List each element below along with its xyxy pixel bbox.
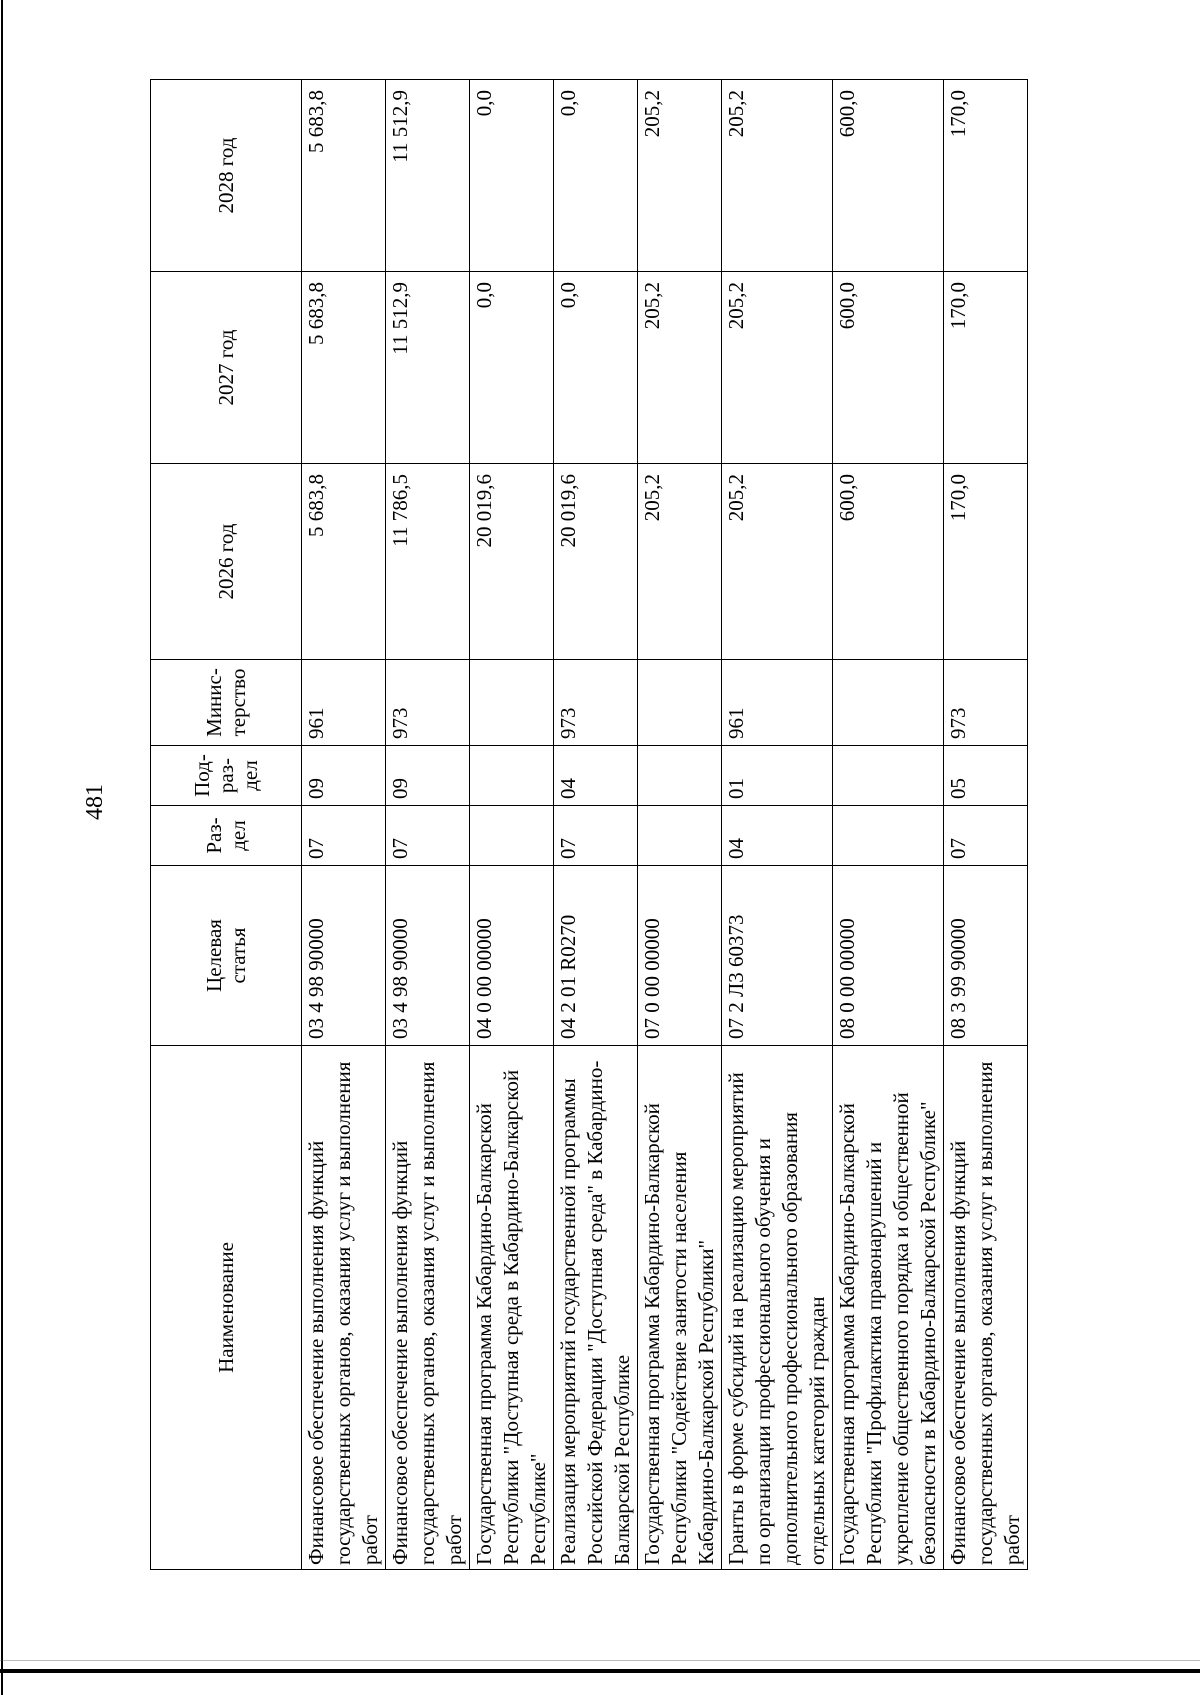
cell-ministry: 961 [302,660,386,746]
cell-subsection [470,746,554,806]
cell-ministry [470,660,554,746]
header-section-line2: дел [226,820,250,851]
cell-section: 07 [944,806,1028,866]
budget-table [150,79,1028,1570]
cell-2028: 0,0 [554,80,638,272]
cell-2026: 5 683,8 [302,464,386,660]
header-subsection-line3: дел [238,760,262,791]
cell-2026: 170,0 [944,464,1028,660]
cell-target: 03 4 98 90000 [386,866,470,1046]
cell-2027: 0,0 [470,272,554,464]
cell-2026: 600,0 [833,464,944,660]
table-row [302,80,386,1570]
cell-section: 04 [722,806,833,866]
cell-subsection: 09 [302,746,386,806]
header-2028: 2028 год [151,80,302,272]
bottom-margin-rule [0,1669,1200,1673]
cell-2027: 11 512,9 [386,272,470,464]
header-name: Наименование [151,1046,302,1570]
header-section [151,806,302,866]
cell-ministry: 973 [386,660,470,746]
cell-target: 08 3 99 90000 [944,866,1028,1046]
header-ministry [151,660,302,746]
cell-2028: 0,0 [470,80,554,272]
cell-subsection: 09 [386,746,470,806]
cell-2027: 5 683,8 [302,272,386,464]
cell-name: Реализация мероприятий государственной программы Российской Федерации "Доступная среда" в Кабардино-Балкарской Республике [554,1046,638,1570]
header-target [151,866,302,1046]
table-row [470,80,554,1570]
table-row [554,80,638,1570]
header-subsection [151,746,302,806]
header-subsection-line2: раз- [214,757,238,794]
cell-section: 07 [554,806,638,866]
cell-2028: 205,2 [638,80,722,272]
table-row [944,80,1028,1570]
cell-2028: 5 683,8 [302,80,386,272]
header-target-line2: статья [226,927,250,984]
header-ministry-line2: терство [226,668,250,737]
cell-section [470,806,554,866]
cell-ministry: 973 [944,660,1028,746]
cell-2026: 11 786,5 [386,464,470,660]
table-row [386,80,470,1570]
cell-section [833,806,944,866]
cell-2026: 205,2 [722,464,833,660]
cell-ministry: 973 [554,660,638,746]
cell-section: 07 [386,806,470,866]
cell-subsection: 01 [722,746,833,806]
cell-name: Государственная программа Кабардино-Балкарской Республики "Профилактика правонарушений и укрепление общественного порядка и общественной безопасности в Кабардино-Балкарской Республике" [833,1046,944,1570]
header-2027: 2027 год [151,272,302,464]
cell-target: 07 0 00 00000 [638,866,722,1046]
cell-target: 08 0 00 00000 [833,866,944,1046]
cell-2028: 11 512,9 [386,80,470,272]
cell-target: 03 4 98 90000 [302,866,386,1046]
cell-2027: 205,2 [638,272,722,464]
cell-2027: 0,0 [554,272,638,464]
cell-target: 07 2 Л3 60373 [722,866,833,1046]
cell-2028: 600,0 [833,80,944,272]
cell-name: Государственная программа Кабардино-Балкарской Республики "Содействие занятости населения Кабардино-Балкарской Республики" [638,1046,722,1570]
cell-subsection: 04 [554,746,638,806]
cell-section [638,806,722,866]
cell-ministry [833,660,944,746]
cell-subsection: 05 [944,746,1028,806]
cell-ministry [638,660,722,746]
cell-2027: 205,2 [722,272,833,464]
cell-name: Финансовое обеспечение выполнения функций государственных органов, оказания услуг и выполнения работ [944,1046,1028,1570]
cell-target: 04 2 01 R0270 [554,866,638,1046]
header-subsection-line1: Под- [190,754,214,797]
cell-2027: 600,0 [833,272,944,464]
header-target-line1: Целевая [202,919,226,992]
header-section-line1: Раз- [202,817,226,854]
cell-2028: 170,0 [944,80,1028,272]
page-number: 481 [82,784,108,820]
header-2026: 2026 год [151,464,302,660]
table-row [833,80,944,1570]
cell-2028: 205,2 [722,80,833,272]
header-ministry-line1: Минис- [202,668,226,737]
cell-subsection [833,746,944,806]
cell-name: Финансовое обеспечение выполнения функций государственных органов, оказания услуг и выполнения работ [302,1046,386,1570]
cell-section: 07 [302,806,386,866]
cell-ministry: 961 [722,660,833,746]
cell-2026: 20 019,6 [470,464,554,660]
table-row [722,80,833,1570]
table-row [638,80,722,1570]
cell-2027: 170,0 [944,272,1028,464]
cell-subsection [638,746,722,806]
scan-edge-line [0,1660,1200,1661]
cell-name: Финансовое обеспечение выполнения функций государственных органов, оказания услуг и выполнения работ [386,1046,470,1570]
header-row [151,80,302,1570]
cell-2026: 205,2 [638,464,722,660]
cell-target: 04 0 00 00000 [470,866,554,1046]
cell-2026: 20 019,6 [554,464,638,660]
cell-name: Гранты в форме субсидий на реализацию мероприятий по организации профессионального обучения и дополнительного профессионального образования отдельных категорий граждан [722,1046,833,1570]
cell-name: Государственная программа Кабардино-Балкарской Республики "Доступная среда в Кабардино-Балкарской Республике" [470,1046,554,1570]
